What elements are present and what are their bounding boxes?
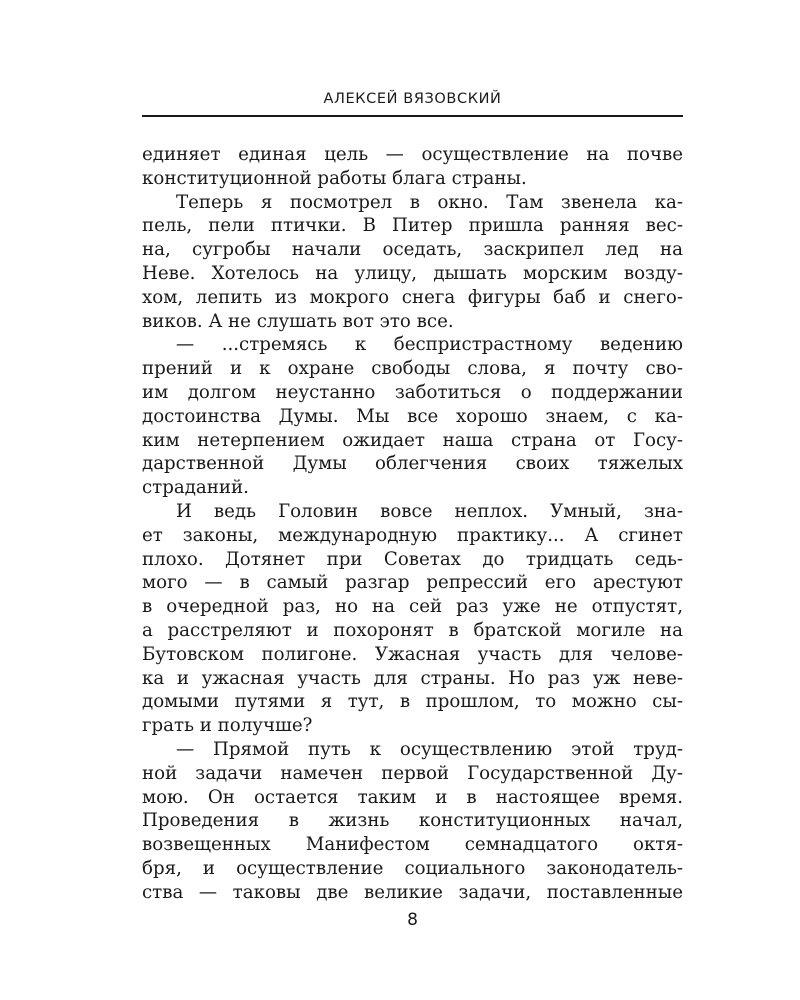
text-line: бря, и осуществление социального законодатель- [142,857,683,879]
text-line: ка и ужасная участь для страны. Но раз уж неве- [142,667,683,689]
text-line: возвещенных Манифестом семнадцатого октя- [142,834,683,856]
text-line: грать и получше? [142,715,313,737]
text-line: плохо. Дотянет при Советах до тридцать седь- [142,548,683,570]
header-rule [142,115,683,117]
text-line: ства — таковы две великие задачи, поставленные [142,881,683,903]
text-line: дарственной Думы облегчения своих тяжелых [142,453,683,475]
text-line: домыми путями я тут, в прошлом, то можно сы- [142,691,683,713]
text-line: — ...стремясь к беспристрастному ведению [176,334,683,356]
text-line: в очередной раз, но на сей раз уже не отпустят, [142,596,683,618]
text-line: Неве. Хотелось на улицу, дышать морским возду- [142,262,683,284]
text-line: виков. А не слушать вот это все. [142,310,454,332]
text-line: конституционной работы блага страны. [142,167,527,189]
text-line: хом, лепить из мокрого снега фигуры баб и снего- [142,286,683,308]
text-line: Бутовском полигоне. Ужасная участь для челове- [142,643,683,665]
text-line: пель, пели птички. В Питер пришла ранняя вес- [142,215,683,237]
text-line: на, сугробы начали оседать, заскрипел лед на [142,239,683,261]
text-line: И ведь Головин вовсе неплох. Умный, зна- [176,500,683,522]
running-head-author: АЛЕКСЕЙ ВЯЗОВСКИЙ [323,91,502,107]
text-line: Теперь я посмотрел в окно. Там звенела ка- [176,191,683,213]
text-line: — Прямой путь к осуществлению этой труд- [176,738,683,760]
text-line: мого — в самый разгар репрессий его арестуют [142,572,683,594]
text-line: ной задачи намечен первой Государственной Ду- [142,762,683,784]
text-line: ким нетерпением ожидает наша страна от Госу- [142,429,683,451]
text-line: мою. Он остается таким и в настоящее время. [142,786,683,808]
page-number: 8 [407,910,418,930]
text-line: ет законы, международную практику... А сгинет [142,524,683,546]
text-line: им долгом неустанно заботиться о поддержании [142,381,683,403]
text-line: достоинства Думы. Мы все хорошо знаем, с ка- [142,405,683,427]
text-line: единяет единая цель — осуществление на почве [142,144,683,165]
text-line: Проведения в жизнь конституционных начал, [142,810,683,832]
text-line: а расстреляют и похоронят в братской могиле на [142,619,683,641]
text-line: прений и к охране свободы слова, я почту сво- [142,358,683,380]
body-text [142,143,683,905]
text-line: страданий. [142,477,249,499]
